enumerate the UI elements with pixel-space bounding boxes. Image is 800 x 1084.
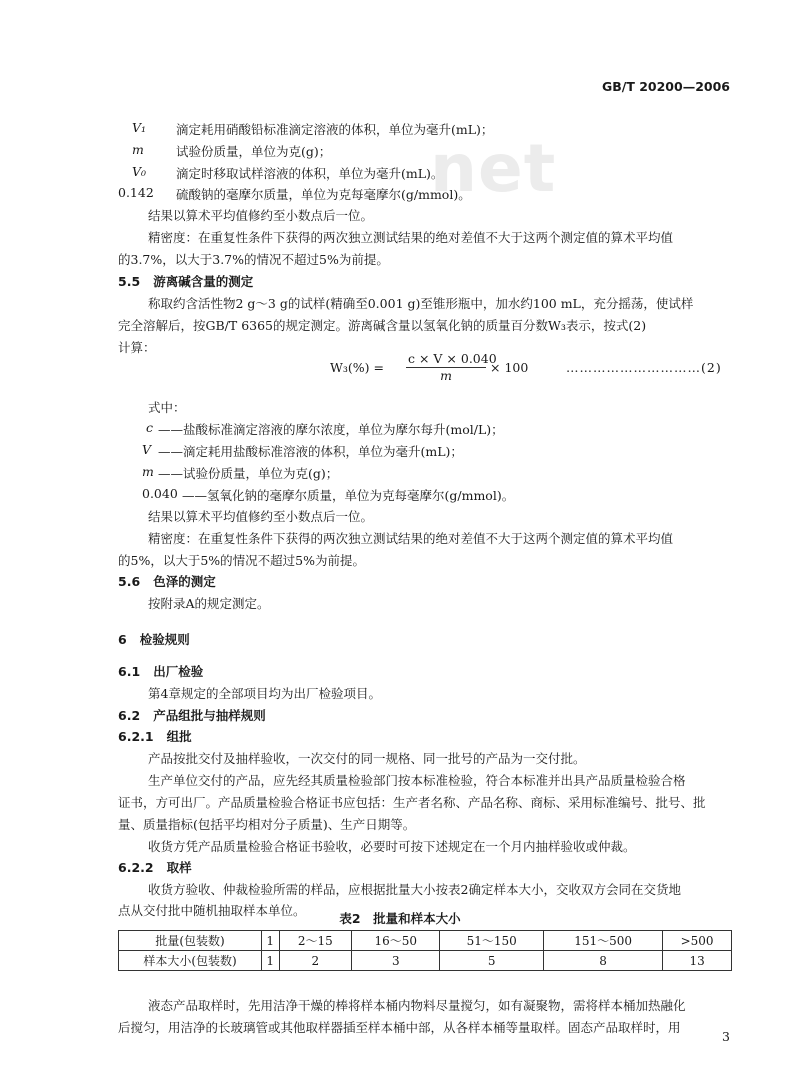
table-cell: 2 [279, 951, 352, 971]
section-heading-5-5 [118, 272, 253, 290]
paragraph: 的5%，以大于5%的情况不超过5%为前提。 [118, 553, 365, 568]
def-symbol: 0.142 [118, 185, 154, 200]
formula-fraction [406, 351, 497, 383]
paragraph: 液态产品取样时，先用洁净干燥的棒将样本桶内物料尽量搅匀，如有凝聚物，需将样本桶加热融化 [148, 998, 686, 1013]
equation-number: …………………………(2) [566, 360, 722, 375]
section-heading-5-6 [118, 572, 216, 590]
table-cell: 13 [663, 951, 732, 971]
def-symbol: V₁ [132, 120, 147, 135]
formula-numerator: c × V × 0.040 [408, 351, 497, 366]
section-title: 游离碱含量的测定 [153, 274, 254, 289]
section-title: 出厂检验 [153, 664, 204, 679]
section-title: 产品组批与抽样规则 [153, 708, 266, 723]
table-cell: >500 [663, 931, 732, 951]
standard-code-header: GB/T 20200—2006 [601, 79, 730, 94]
section-number: 6 [118, 632, 127, 647]
def-symbol: m [132, 142, 144, 157]
def-text: 试验份质量，单位为克(g)； [176, 144, 332, 159]
section-title: 色泽的测定 [153, 574, 216, 589]
section-heading-6-1 [118, 662, 203, 680]
section-number: 5.6 [118, 574, 141, 589]
paragraph: 结果以算术平均值修约至小数点后一位。 [148, 208, 374, 223]
paragraph: 精密度：在重复性条件下获得的两次独立测试结果的绝对差值不大于这两个测定值的算术平均值 [148, 230, 674, 245]
section-number: 6.2.1 [118, 729, 154, 744]
formula-lhs: W₃(%) = [330, 360, 384, 375]
table-row [119, 951, 732, 971]
paragraph: 精密度：在重复性条件下获得的两次独立测试结果的绝对差值不大于这两个测定值的算术平均值 [148, 531, 674, 546]
def-text: ——滴定耗用盐酸标准溶液的体积，单位为毫升(mL)； [158, 444, 463, 459]
paragraph: 点从交付批中随机抽取样本单位。 [118, 903, 306, 918]
def-text: ——氢氧化钠的毫摩尔质量，单位为克每毫摩尔(g/mmol)。 [182, 488, 515, 503]
def-symbol: c [146, 420, 154, 435]
table-cell: 2～15 [279, 931, 352, 951]
def-text: 滴定耗用硝酸铅标准滴定溶液的体积，单位为毫升(mL)； [176, 122, 494, 137]
section-number: 6.2 [118, 708, 141, 723]
table-cell: 8 [544, 951, 663, 971]
batch-sample-table [118, 930, 732, 971]
paragraph: 量、质量指标(包括平均相对分子质量)、生产日期等。 [118, 817, 416, 832]
section-title: 组批 [166, 729, 192, 744]
paragraph: 收货方凭产品质量检验合格证书验收，必要时可按下述规定在一个月内抽样验收或仲裁。 [148, 839, 636, 854]
table-cell: 5 [440, 951, 544, 971]
paragraph: 计算： [118, 340, 156, 355]
row-header: 批量(包装数) [119, 931, 262, 951]
section-heading-6-2 [118, 706, 266, 724]
paragraph: 生产单位交付的产品，应先经其质量检验部门按本标准检验，符合本标准并出具产品质量检验合格 [148, 773, 686, 788]
def-symbol: m [142, 464, 154, 479]
paragraph: 的3.7%，以大于3.7%的情况不超过5%为前提。 [118, 252, 389, 267]
table-row [119, 931, 732, 951]
table-caption: 表2 批量和样本大小 [339, 911, 461, 926]
def-text: ——试验份质量，单位为克(g)； [158, 466, 339, 481]
table-cell: 16～50 [352, 931, 440, 951]
section-title: 取样 [166, 860, 192, 875]
paragraph: 后搅匀，用洁净的长玻璃管或其他取样器插至样本桶中部，从各样本桶等量取样。固态产品取样时，用 [118, 1020, 681, 1035]
formula-tail: × 100 [490, 360, 529, 375]
paragraph: 结果以算术平均值修约至小数点后一位。 [148, 509, 374, 524]
paragraph: 证书，方可出厂。产品质量检验合格证书应包括：生产者名称、产品名称、商标、采用标准编号、批号、批 [118, 795, 706, 810]
table-cell: 1 [262, 951, 280, 971]
paragraph: 收货方验收、仲裁检验所需的样品，应根据批量大小按表2确定样本大小，交收双方会同在交货地 [148, 882, 681, 897]
paragraph: 第4章规定的全部项目均为出厂检验项目。 [148, 686, 381, 701]
paragraph: 完全溶解后，按GB/T 6365的规定测定。游离碱含量以氢氧化钠的质量百分数W₃表示，按式(2) [118, 318, 647, 333]
row-header: 样本大小(包装数) [119, 951, 262, 971]
section-heading-6 [118, 630, 190, 648]
section-heading-6-2-1 [118, 727, 192, 745]
table-cell: 3 [352, 951, 440, 971]
section-number: 6.1 [118, 664, 141, 679]
def-text: ——盐酸标准滴定溶液的摩尔浓度，单位为摩尔每升(mol/L)； [158, 422, 504, 437]
paragraph: 按附录A的规定测定。 [148, 596, 270, 611]
table-cell: 151～500 [544, 931, 663, 951]
section-heading-6-2-2 [118, 858, 192, 876]
watermark: net [430, 130, 557, 207]
section-number: 6.2.2 [118, 860, 154, 875]
section-title: 检验规则 [139, 632, 190, 647]
table-cell: 1 [262, 931, 280, 951]
formula-denominator: m [440, 368, 452, 383]
def-symbol: 0.040 [142, 486, 178, 501]
table-cell: 51～150 [440, 931, 544, 951]
def-text: 滴定时移取试样溶液的体积，单位为毫升(mL)。 [176, 166, 444, 181]
def-symbol: V₀ [132, 164, 147, 179]
paragraph: 产品按批交付及抽样验收，一次交付的同一规格、同一批号的产品为一交付批。 [148, 751, 586, 766]
page-number: 3 [722, 1029, 730, 1044]
where-label: 式中： [148, 400, 186, 415]
def-text: 硫酸钠的毫摩尔质量，单位为克每毫摩尔(g/mmol)。 [176, 187, 471, 202]
paragraph: 称取约含活性物2 g～3 g的试样(精确至0.001 g)至锥形瓶中，加水约100 mL，充分摇荡，使试样 [148, 296, 694, 311]
section-number: 5.5 [118, 274, 141, 289]
def-symbol: V [142, 442, 152, 457]
